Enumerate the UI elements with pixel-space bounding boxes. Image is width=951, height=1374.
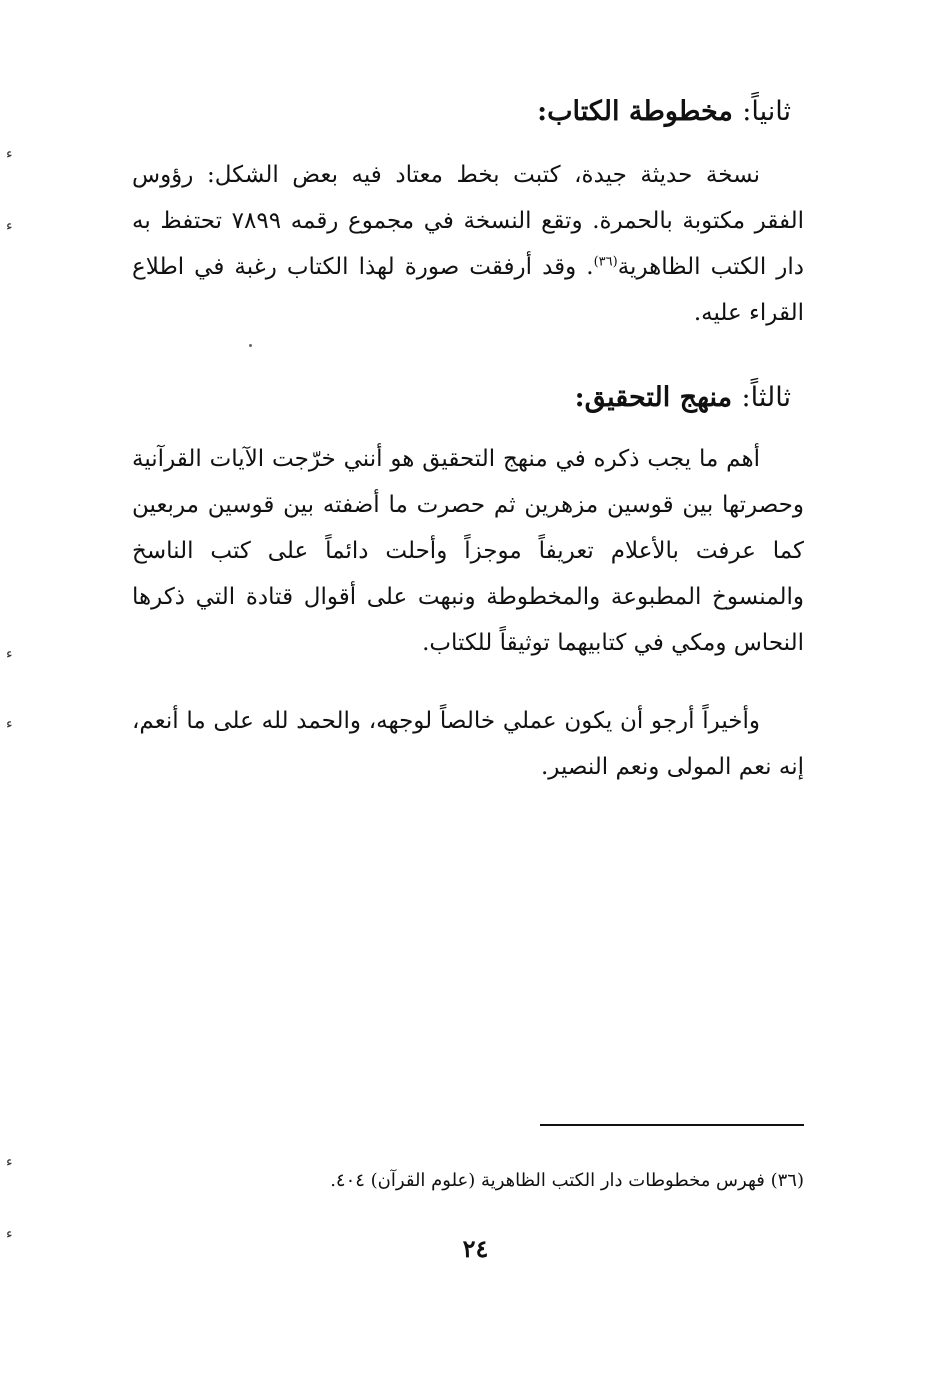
paragraph-closing	[132, 698, 804, 790]
section-title: منهج التحقيق:	[574, 382, 733, 413]
paragraph-manuscript	[132, 152, 804, 336]
paragraph-method	[132, 436, 804, 666]
section-number: ثالثاً:	[741, 382, 791, 413]
margin-mark: ء	[6, 1154, 13, 1170]
footnote-reference: (٣٦)	[593, 254, 618, 270]
margin-mark: ء	[6, 146, 13, 162]
section-heading-method	[575, 382, 791, 413]
footnote-text: (٣٦) فهرس مخطوطات دار الكتب الظاهرية (علوم القرآن) ٤٠٤.	[330, 1170, 804, 1191]
margin-mark: ء	[6, 716, 13, 732]
section-number: ثانياً:	[742, 96, 791, 127]
margin-mark: ء	[6, 218, 13, 234]
footnote-separator	[540, 1124, 804, 1126]
paragraph-text: نسخة حديثة جيدة، كتبت بخط معتاد فيه بعض الشكل: رؤوس الفقر مكتوبة بالحمرة. وتقع النسخة في مجموع رقمه ٧٨٩٩ تحتفظ به دار الكتب الظاهرية	[132, 162, 804, 280]
margin-mark: ء	[6, 646, 13, 662]
section-heading-manuscript	[537, 96, 791, 127]
page-number: ٢٤	[462, 1234, 489, 1263]
scan-speck	[249, 344, 252, 347]
paragraph-text-continued: . وقد أرفقت صورة لهذا الكتاب رغبة في اطلاع القراء عليه.	[132, 254, 804, 326]
paragraph-text: أهم ما يجب ذكره في منهج التحقيق هو أنني خرّجت الآيات القرآنية وحصرتها بين قوسين مزهرين ثم حصرت ما أضفته بين قوسين مربعين كما عرفت بالأعلام تعريفاً موجزاً وأحلت دائماً على كتب الناسخ والمنسوخ المطبوعة والمخطوطة ونبهت على أقوال قتادة التي ذكرها النحاس ومكي في كتابيهما توثيقاً للكتاب.	[132, 446, 804, 656]
margin-mark: ء	[6, 1226, 13, 1242]
footnote	[320, 1166, 804, 1196]
section-title: مخطوطة الكتاب:	[537, 96, 733, 127]
paragraph-text: وأخيراً أرجو أن يكون عملي خالصاً لوجهه، والحمد لله على ما أنعم، إنه نعم المولى ونعم النصير.	[132, 708, 804, 780]
